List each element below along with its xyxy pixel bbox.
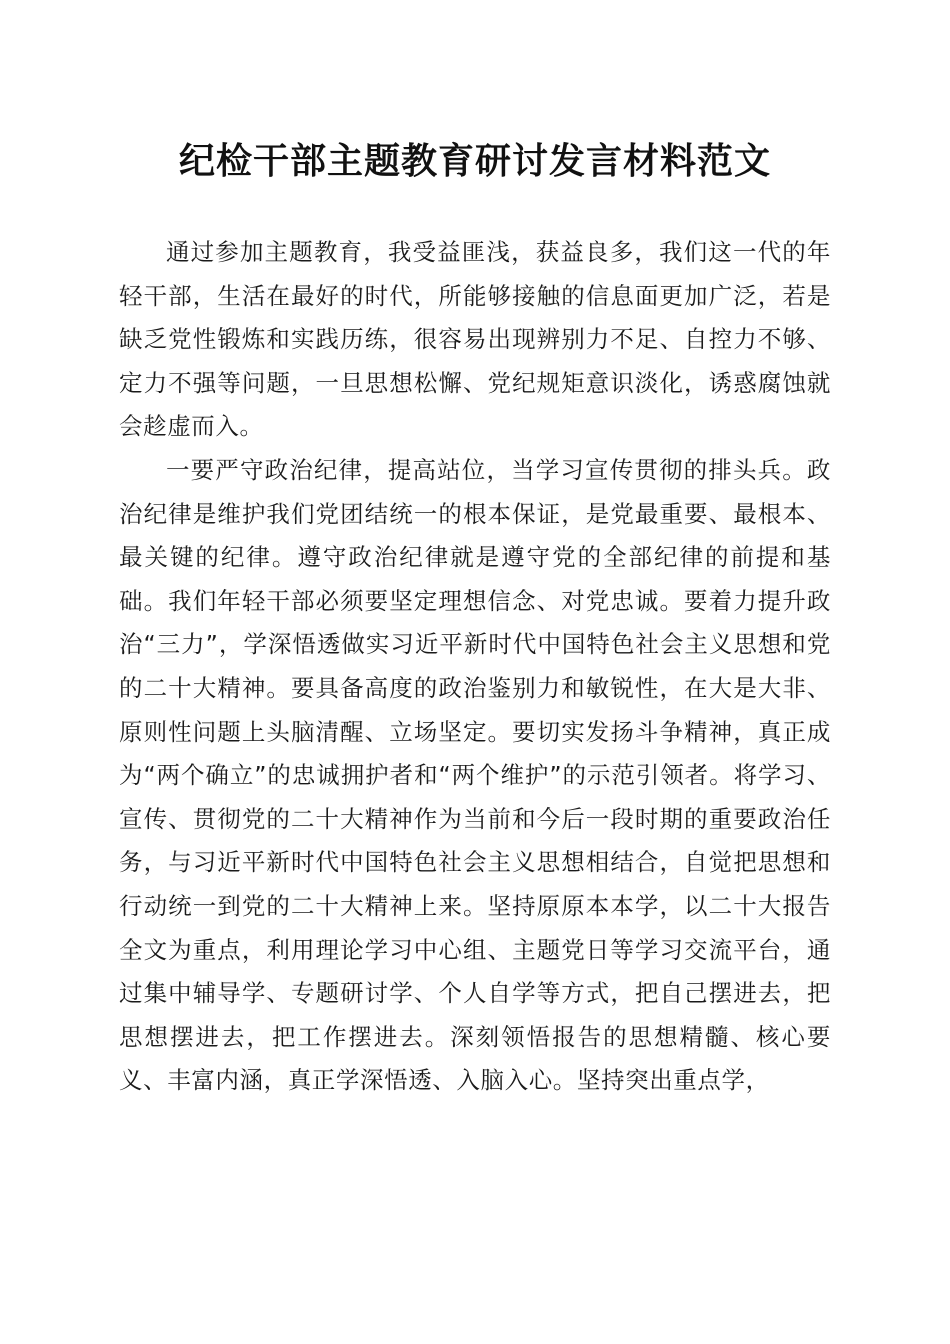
paragraph-political-discipline: 一要严守政治纪律，提高站位，当学习宣传贯彻的排头兵。政治纪律是维护我们党团结统一的根本保证，是党最重要、最根本、最关键的纪律。遵守政治纪律就是遵守党的全部纪律的前提和基础。我们年轻干部必须要坚定理想信念、对党忠诚。要着力提升政治“三力”，学深悟透做实习近平新时代中国特色社会主义思想和党的二十大精神。要具备高度的政治鉴别力和敏锐性，在大是大非、原则性问题上头脑清醒、立场坚定。要切实发扬斗争精神，真正成为“两个确立”的忠诚拥护者和“两个维护”的示范引领者。将学习、宣传、贯彻党的二十大精神作为当前和今后一段时期的重要政治任务，与习近平新时代中国特色社会主义思想相结合，自觉把思想和行动统一到党的二十大精神上来。坚持原原本本学，以二十大报告全文为重点，利用理论学习中心组、主题党日等学习交流平台，通过集中辅导学、专题研讨学、个人自学等方式，把自己摆进去，把思想摆进去，把工作摆进去。深刻领悟报告的思想精髓、核心要义、丰富内涵，真正学深悟透、入脑入心。坚持突出重点学， — [119, 455, 831, 1095]
document-title: 纪检干部主题教育研讨发言材料范文 — [178, 140, 771, 182]
paragraph-intro: 通过参加主题教育，我受益匪浅，获益良多，我们这一代的年轻干部，生活在最好的时代，所能够接触的信息面更加广泛，若是缺乏党性锻炼和实践历练，很容易出现辨别力不足、自控力不够、定力不强等问题，一旦思想松懈、党纪规矩意识淡化，诱惑腐蚀就会趁虚而入。 — [119, 238, 831, 441]
document-body — [119, 231, 831, 1103]
